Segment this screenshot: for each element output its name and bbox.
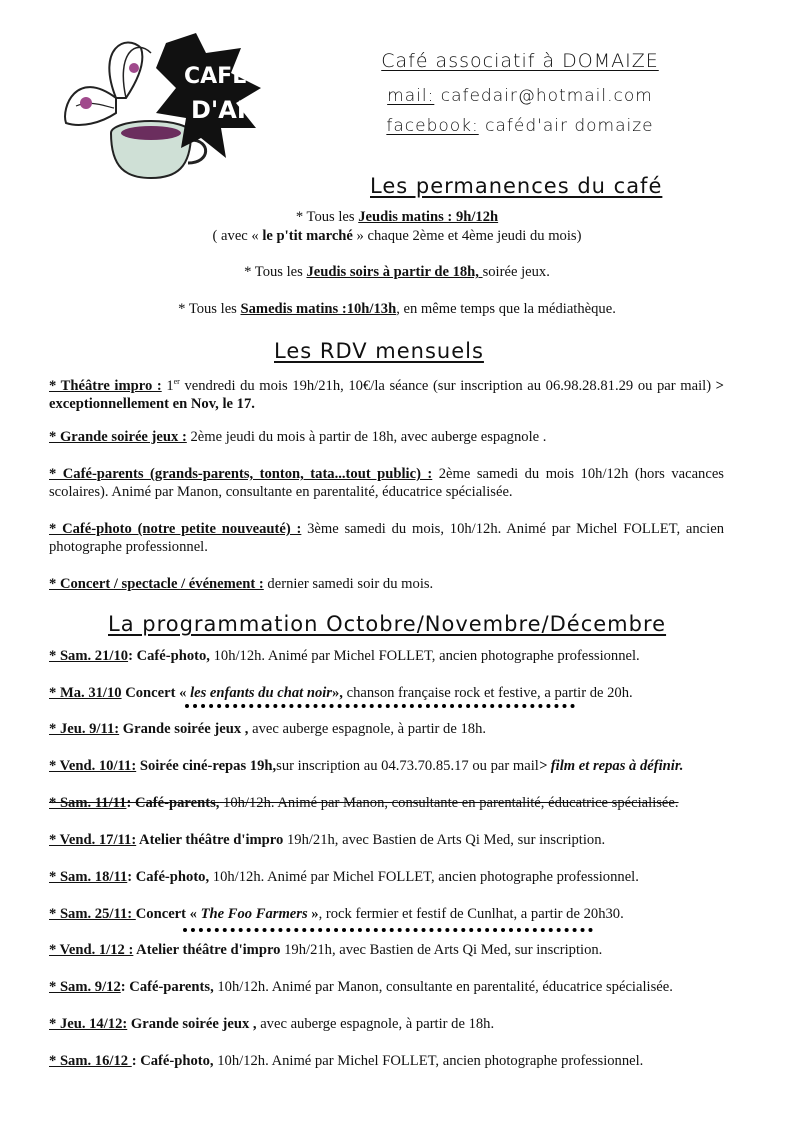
event-item: * Sam. 25/11: Concert « The Foo Farmers », rock fermier et festif de Cunlhat, a partir de 20h30. — [49, 906, 624, 922]
svg-text:CAFÉ: CAFÉ — [184, 64, 248, 89]
rdv-theatre: * Théâtre impro : 1er vendredi du mois 19h/21h, 10€/la séance (sur inscription au 06.98.28.81.29 ou par mail) > exceptionnellement en Nov, le 17. — [49, 377, 724, 412]
event-item: * Vend. 1/12 : Atelier théâtre d'impro 19h/21h, avec Bastien de Arts Qi Med, sur inscription. — [49, 942, 603, 958]
dotted-separator — [183, 928, 593, 932]
event-item-cancelled: * Sam. 11/11: Café-parents, 10h/12h. Animé par Manon, consultante en parentalité, éducatrice spécialisée. — [49, 795, 679, 811]
mail-line: mail: cafedair@hotmail.com — [387, 86, 653, 106]
cafe-dair-logo — [56, 28, 266, 183]
rdv-heading: Les RDV mensuels — [274, 339, 484, 363]
permanence-jeudi-matin: * Tous les Jeudis matins : 9h/12h — [295, 209, 499, 225]
event-item: * Ma. 31/10 Concert « les enfants du chat noir», chanson française rock et festive, a partir de 20h. — [49, 685, 633, 701]
permanence-samedi: * Tous les Samedis matins :10h/13h, en même temps que la médiathèque. — [178, 301, 616, 317]
rdv-jeux: * Grande soirée jeux : 2ème jeudi du mois à partir de 18h, avec auberge espagnole . — [49, 429, 547, 445]
facebook-line: facebook: caféd'air domaize — [386, 116, 654, 136]
dotted-separator — [185, 704, 575, 708]
event-item: * Vend. 10/11: Soirée ciné-repas 19h,sur inscription au 04.73.70.85.17 ou par mail> film et repas à définir. — [49, 758, 684, 774]
svg-text:D'AIR: D'AIR — [191, 96, 265, 124]
event-item: * Sam. 16/12 : Café-photo, 10h/12h. Animé par Michel FOLLET, ancien photographe professionnel. — [49, 1053, 644, 1069]
permanence-marche: ( avec « le p'tit marché » chaque 2ème et 4ème jeudi du mois) — [212, 228, 582, 244]
event-item: * Sam. 18/11: Café-photo, 10h/12h. Animé par Michel FOLLET, ancien photographe professionnel. — [49, 869, 639, 885]
rdv-cafe-parents: * Café-parents (grands-parents, tonton, tata...tout public) : 2ème samedi du mois 10h/12h (hors vacances scolaires). Animé par Manon, consultante en parentalité, éducatrice spécialisée. — [49, 466, 724, 500]
permanence-jeudi-soir: * Tous les Jeudis soirs à partir de 18h, soirée jeux. — [244, 264, 550, 280]
programmation-heading: La programmation Octobre/Novembre/Décembre — [108, 612, 667, 636]
event-item: * Jeu. 14/12: Grande soirée jeux , avec auberge espagnole, à partir de 18h. — [49, 1016, 495, 1032]
facebook-link[interactable]: caféd'air domaize — [485, 116, 654, 136]
cafe-title: Café associatif à DOMAIZE — [381, 50, 659, 72]
mail-link[interactable]: cafedair@hotmail.com — [440, 86, 653, 106]
rdv-concert: * Concert / spectacle / événement : dernier samedi soir du mois. — [49, 576, 434, 592]
rdv-cafe-photo: * Café-photo (notre petite nouveauté) : 3ème samedi du mois, 10h/12h. Animé par Michel FOLLET, ancien photographe professionnel. — [49, 521, 724, 555]
event-item: * Sam. 21/10: Café-photo, 10h/12h. Animé par Michel FOLLET, ancien photographe professionnel. — [49, 648, 640, 664]
event-item: * Jeu. 9/11: Grande soirée jeux , avec auberge espagnole, à partir de 18h. — [49, 721, 487, 737]
event-item: * Sam. 9/12: Café-parents, 10h/12h. Animé par Manon, consultante en parentalité, éducatrice spécialisée. — [49, 979, 673, 995]
event-item: * Vend. 17/11: Atelier théâtre d'impro 19h/21h, avec Bastien de Arts Qi Med, sur inscription. — [49, 832, 606, 848]
permanences-heading: Les permanences du café — [370, 174, 663, 198]
